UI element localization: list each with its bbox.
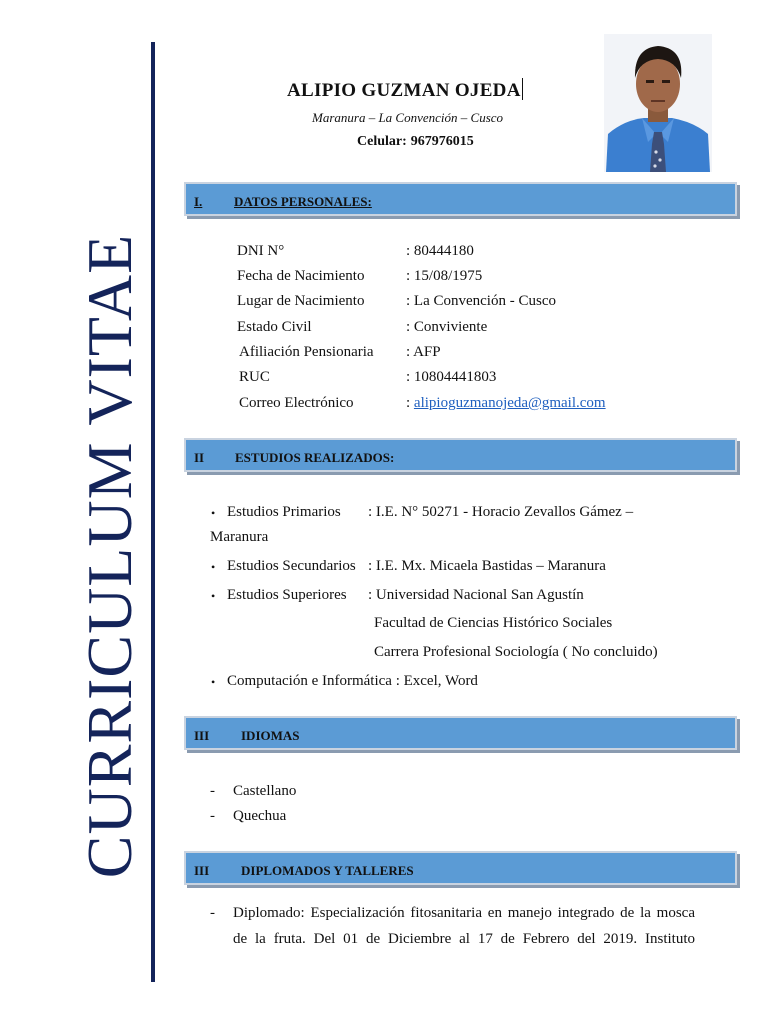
personal-label: Correo Electrónico — [239, 395, 354, 411]
phone — [357, 134, 474, 150]
person-name: ALIPIO GUZMAN OJEDA — [287, 80, 521, 101]
phone-label: Celular: — [357, 134, 407, 149]
personal-value: : Conviviente — [406, 319, 488, 335]
section-personal-header — [184, 182, 737, 216]
section-title: DATOS PERSONALES: — [234, 194, 372, 209]
studies-primary-label: Estudios Primarios — [227, 504, 341, 520]
section-diplomas-header — [184, 851, 737, 885]
address: Maranura – La Convención – Cusco — [312, 110, 504, 125]
text-cursor — [522, 78, 523, 100]
section-studies-header — [184, 438, 737, 472]
diploma-line: Diplomado: Especialización fitosanitaria en manejo integrado de la mosca — [233, 905, 695, 921]
dash: - — [210, 905, 215, 921]
studies-superior-line: Facultad de Ciencias Histórico Sociales — [374, 615, 613, 631]
section-title: ESTUDIOS REALIZADOS: — [235, 450, 395, 465]
personal-label: Lugar de Nacimiento — [237, 293, 365, 309]
curriculum-vitae-title: CURRICULUM VITAE — [74, 233, 145, 879]
language-item: Quechua — [233, 808, 287, 824]
section-number: III — [194, 863, 210, 878]
personal-label: DNI N° — [237, 243, 285, 259]
profile-photo — [604, 34, 712, 172]
personal-value: : alipioguzmanojeda@gmail.com — [406, 395, 606, 411]
personal-value: : 15/08/1975 — [406, 268, 483, 284]
bullet: • — [211, 675, 216, 689]
personal-value: : 10804441803 — [406, 369, 497, 385]
bullet: • — [211, 560, 216, 574]
studies-superior-value: : Universidad Nacional San Agustín — [368, 587, 584, 603]
personal-value: : AFP — [406, 344, 441, 360]
dash: - — [210, 783, 215, 799]
section-number: I. — [194, 194, 203, 209]
personal-label: Estado Civil — [237, 319, 312, 335]
email-link[interactable]: alipioguzmanojeda@gmail.com — [413, 395, 606, 411]
bullet: • — [211, 506, 216, 520]
studies-superior-line: Carrera Profesional Sociología ( No concluido) — [374, 644, 658, 660]
personal-label: Afiliación Pensionaria — [239, 344, 374, 360]
studies-computing: Computación e Informática : Excel, Word — [227, 673, 478, 689]
dash: - — [210, 808, 215, 824]
personal-value: : 80444180 — [406, 243, 474, 259]
studies-primary-value: : I.E. N° 50271 - Horacio Zevallos Gámez – — [368, 504, 634, 520]
section-number: III — [194, 728, 210, 743]
phone-value: 967976015 — [410, 134, 474, 149]
diploma-line: de la fruta. Del 01 de Diciembre al 17 de Febrero del 2019. Instituto — [233, 931, 695, 947]
personal-label: Fecha de Nacimiento — [237, 268, 365, 284]
studies-secondary-label: Estudios Secundarios — [227, 558, 356, 574]
personal-value: : La Convención - Cusco — [406, 293, 556, 309]
studies-superior-label: Estudios Superiores — [227, 587, 347, 603]
studies-primary-cont: Maranura — [210, 529, 269, 545]
section-title: IDIOMAS — [241, 728, 300, 743]
bullet: • — [211, 589, 216, 603]
section-languages-header — [184, 716, 737, 750]
personal-label: RUC — [239, 369, 270, 385]
language-item: Castellano — [233, 783, 297, 799]
studies-secondary-value: : I.E. Mx. Micaela Bastidas – Maranura — [368, 558, 606, 574]
section-number: II — [194, 450, 205, 465]
section-title: DIPLOMADOS Y TALLERES — [241, 863, 414, 878]
vertical-divider — [151, 42, 155, 982]
